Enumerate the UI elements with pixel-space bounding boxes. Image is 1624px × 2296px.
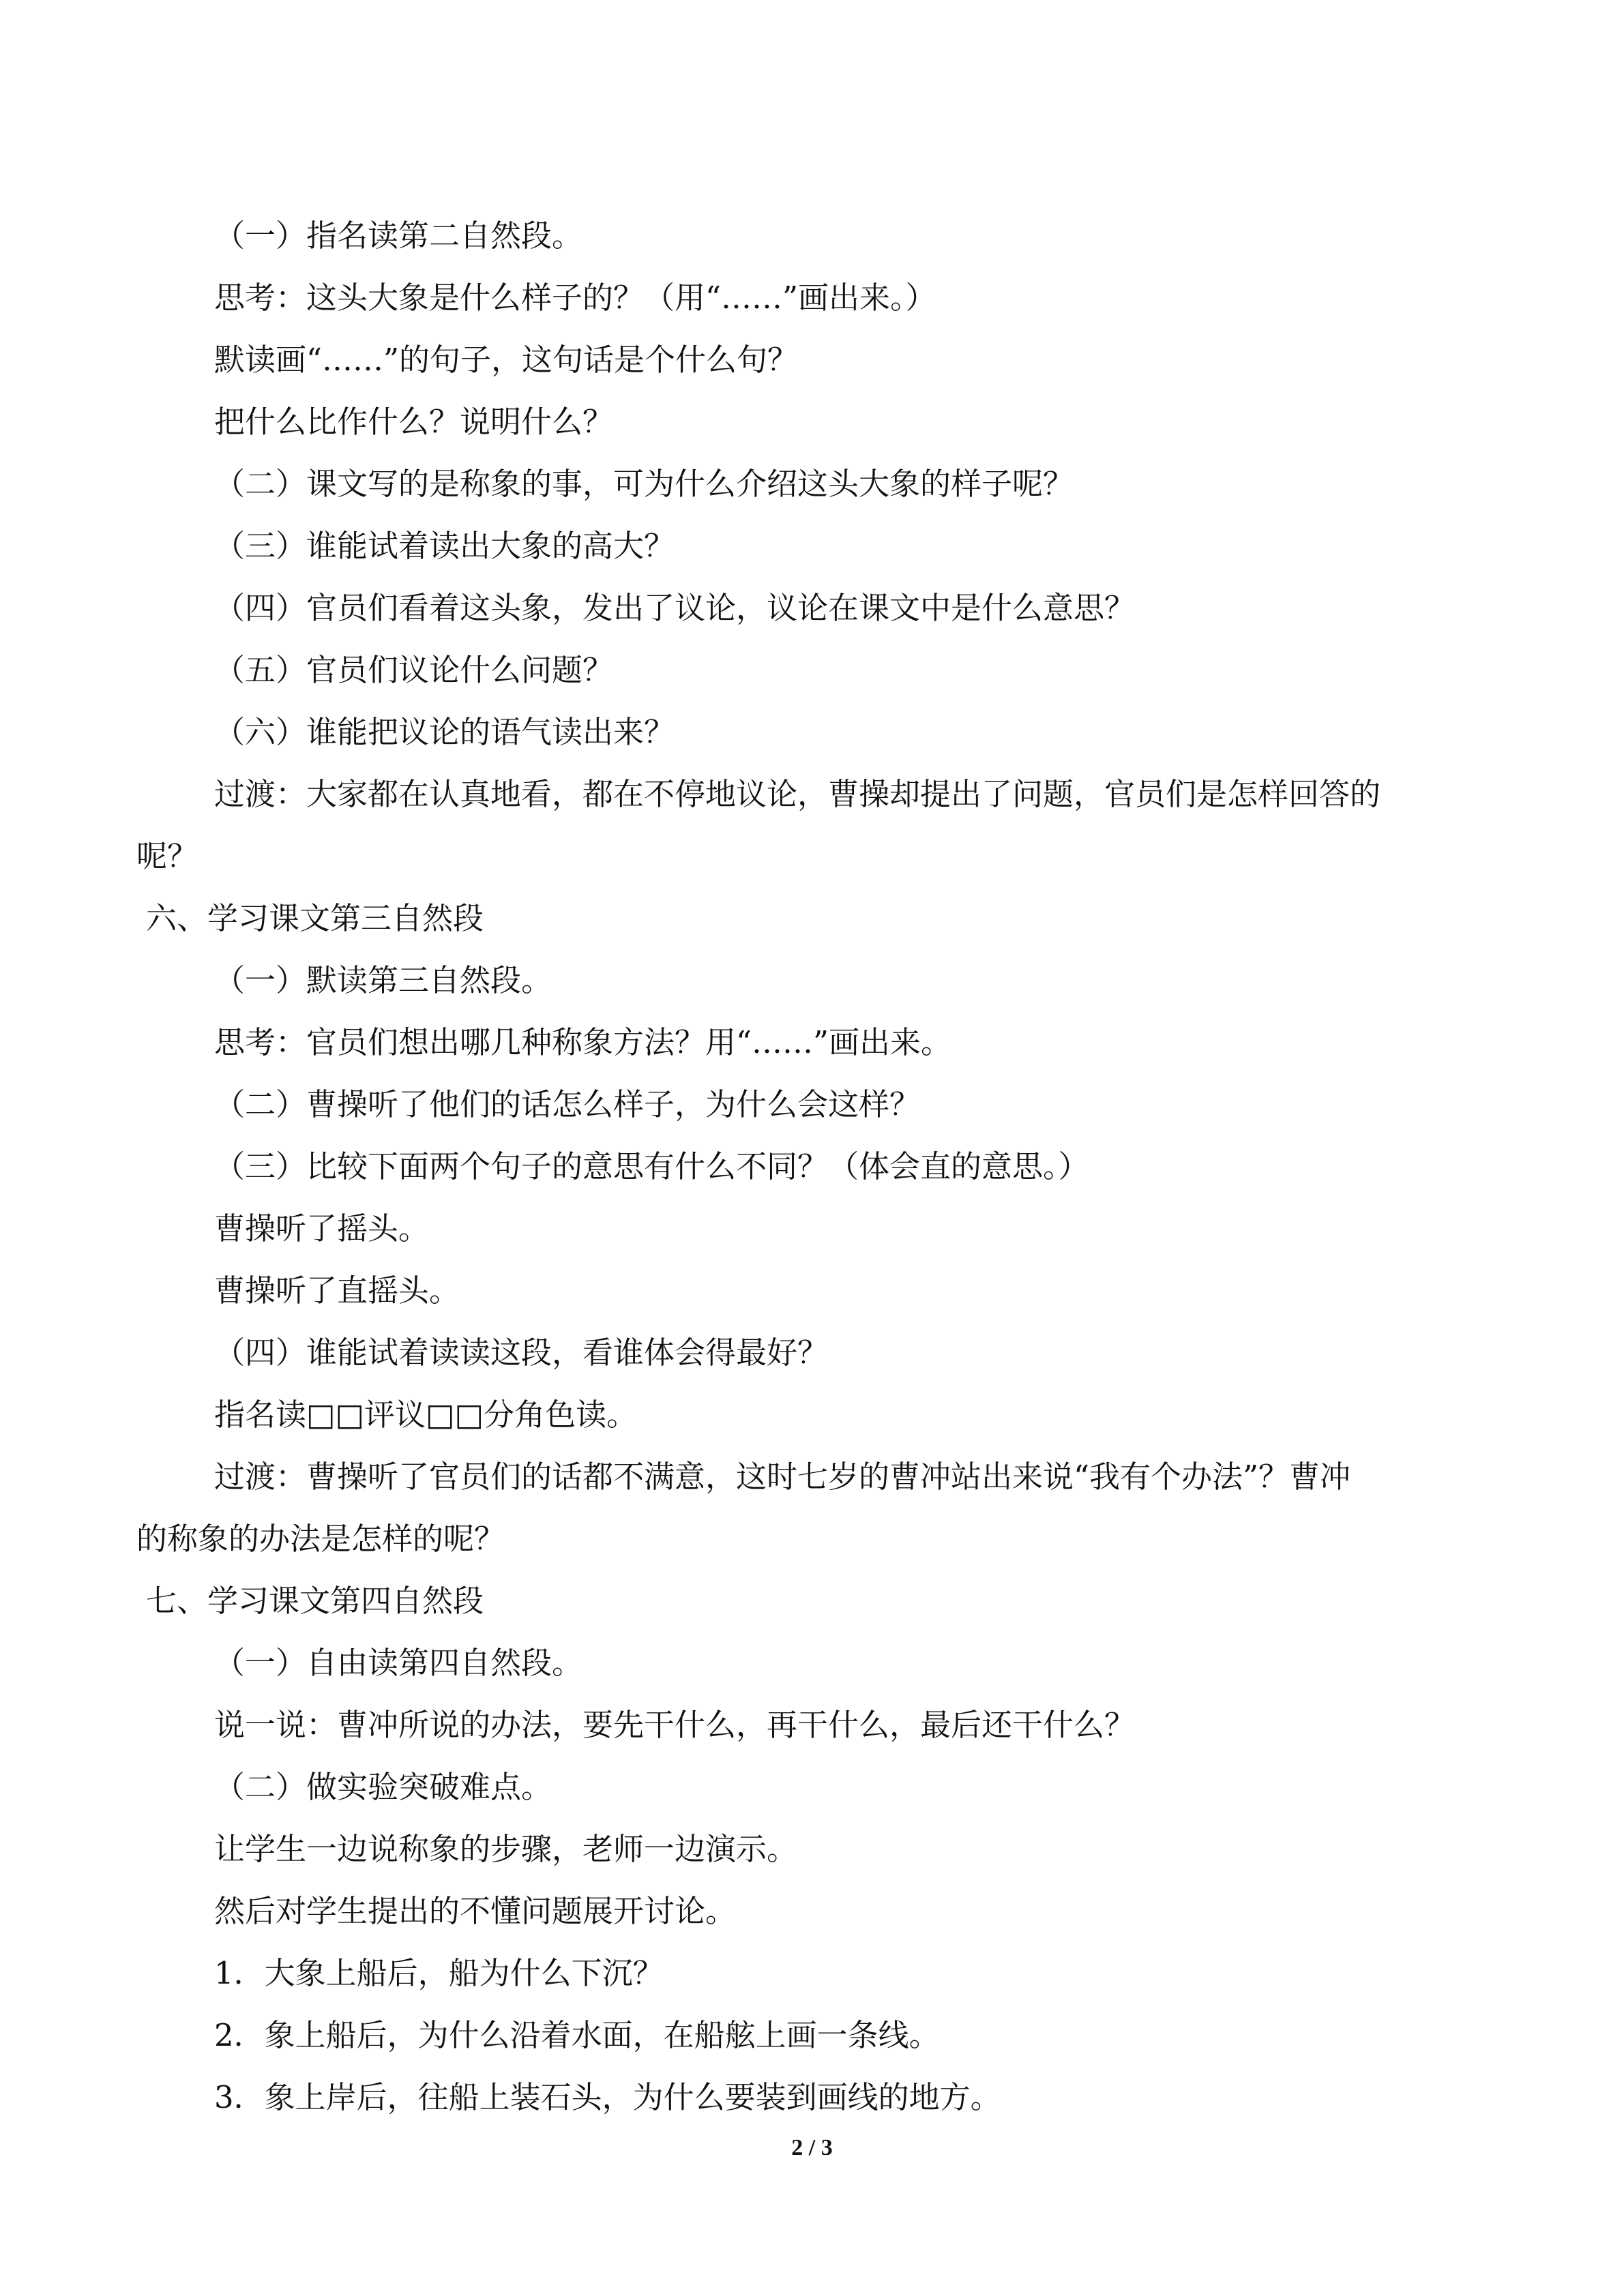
- numbered-item: 3．象上岸后，往船上装石头，为什么要装到画线的地方。: [214, 2079, 1001, 2115]
- paragraph-line: 过渡：大家都在认真地看，都在不停地议论，曹操却提出了问题，官员们是怎样回答的: [214, 776, 1381, 812]
- numbered-item: 1．大象上船后，船为什么下沉？: [214, 1955, 664, 1991]
- paragraph-line: 思考：这头大象是什么样子的？（用“……”画出来。）: [214, 280, 936, 316]
- paragraph-line: 过渡：曹操听了官员们的话都不满意，这时七岁的曹冲站出来说“我有个办法”？曹冲: [214, 1459, 1351, 1495]
- paragraph-line: （四）谁能试着读读这段，看谁体会得最好？: [214, 1335, 829, 1371]
- paragraph-line: 曹操听了摇头。: [214, 1210, 430, 1247]
- paragraph-line: （六）谁能把议论的语气读出来？: [214, 714, 675, 750]
- paragraph-line: （一）默读第三自然段。: [214, 962, 552, 998]
- paragraph-line: （二）曹操听了他们的话怎么样子，为什么会这样？: [214, 1086, 921, 1122]
- numbered-item: 2．象上船后，为什么沿着水面，在船舷上画一条线。: [214, 2017, 940, 2053]
- paragraph-line: 曹操听了直摇头。: [214, 1272, 460, 1309]
- paragraph-line: 把什么比作什么？说明什么？: [214, 404, 614, 440]
- paragraph-line: 默读画“……”的句子，这句话是个什么句？: [214, 342, 799, 378]
- paragraph-line: （二）做实验突破难点。: [214, 1769, 552, 1805]
- paragraph-line: （三）谁能试着读出大象的高大？: [214, 528, 675, 564]
- paragraph-line: 思考：官员们想出哪几种称象方法？用“……”画出来。: [214, 1024, 952, 1060]
- section-heading: 七、学习课文第四自然段: [146, 1583, 484, 1619]
- paragraph-line: （二）课文写的是称象的事，可为什么介绍这头大象的样子呢？: [214, 466, 1074, 502]
- paragraph-line: 说一说：曹冲所说的办法，要先干什么，再干什么，最后还干什么？: [214, 1707, 1136, 1743]
- paragraph-line: 让学生一边说称象的步骤，老师一边演示。: [214, 1831, 798, 1867]
- paragraph-line: 指名读□□评议□□分角色读。: [214, 1397, 638, 1433]
- section-heading: 六、学习课文第三自然段: [146, 900, 484, 936]
- document-body: [136, 205, 1501, 2128]
- paragraph-line: （四）官员们看着这头象，发出了议论，议论在课文中是什么意思？: [214, 590, 1136, 626]
- paragraph-line: （一）指名读第二自然段。: [214, 218, 583, 254]
- paragraph-line-continuation: 的称象的办法是怎样的呢？: [136, 1521, 505, 1557]
- paragraph-line-continuation: 呢？: [136, 838, 198, 874]
- paragraph-line: 然后对学生提出的不懂问题展开讨论。: [214, 1893, 737, 1929]
- paragraph-line: （五）官员们议论什么问题？: [214, 652, 614, 688]
- paragraph-line: （三）比较下面两个句子的意思有什么不同？（体会直的意思。）: [214, 1148, 1089, 1184]
- page-number: 2 / 3: [791, 2135, 833, 2160]
- paragraph-line: （一）自由读第四自然段。: [214, 1645, 583, 1681]
